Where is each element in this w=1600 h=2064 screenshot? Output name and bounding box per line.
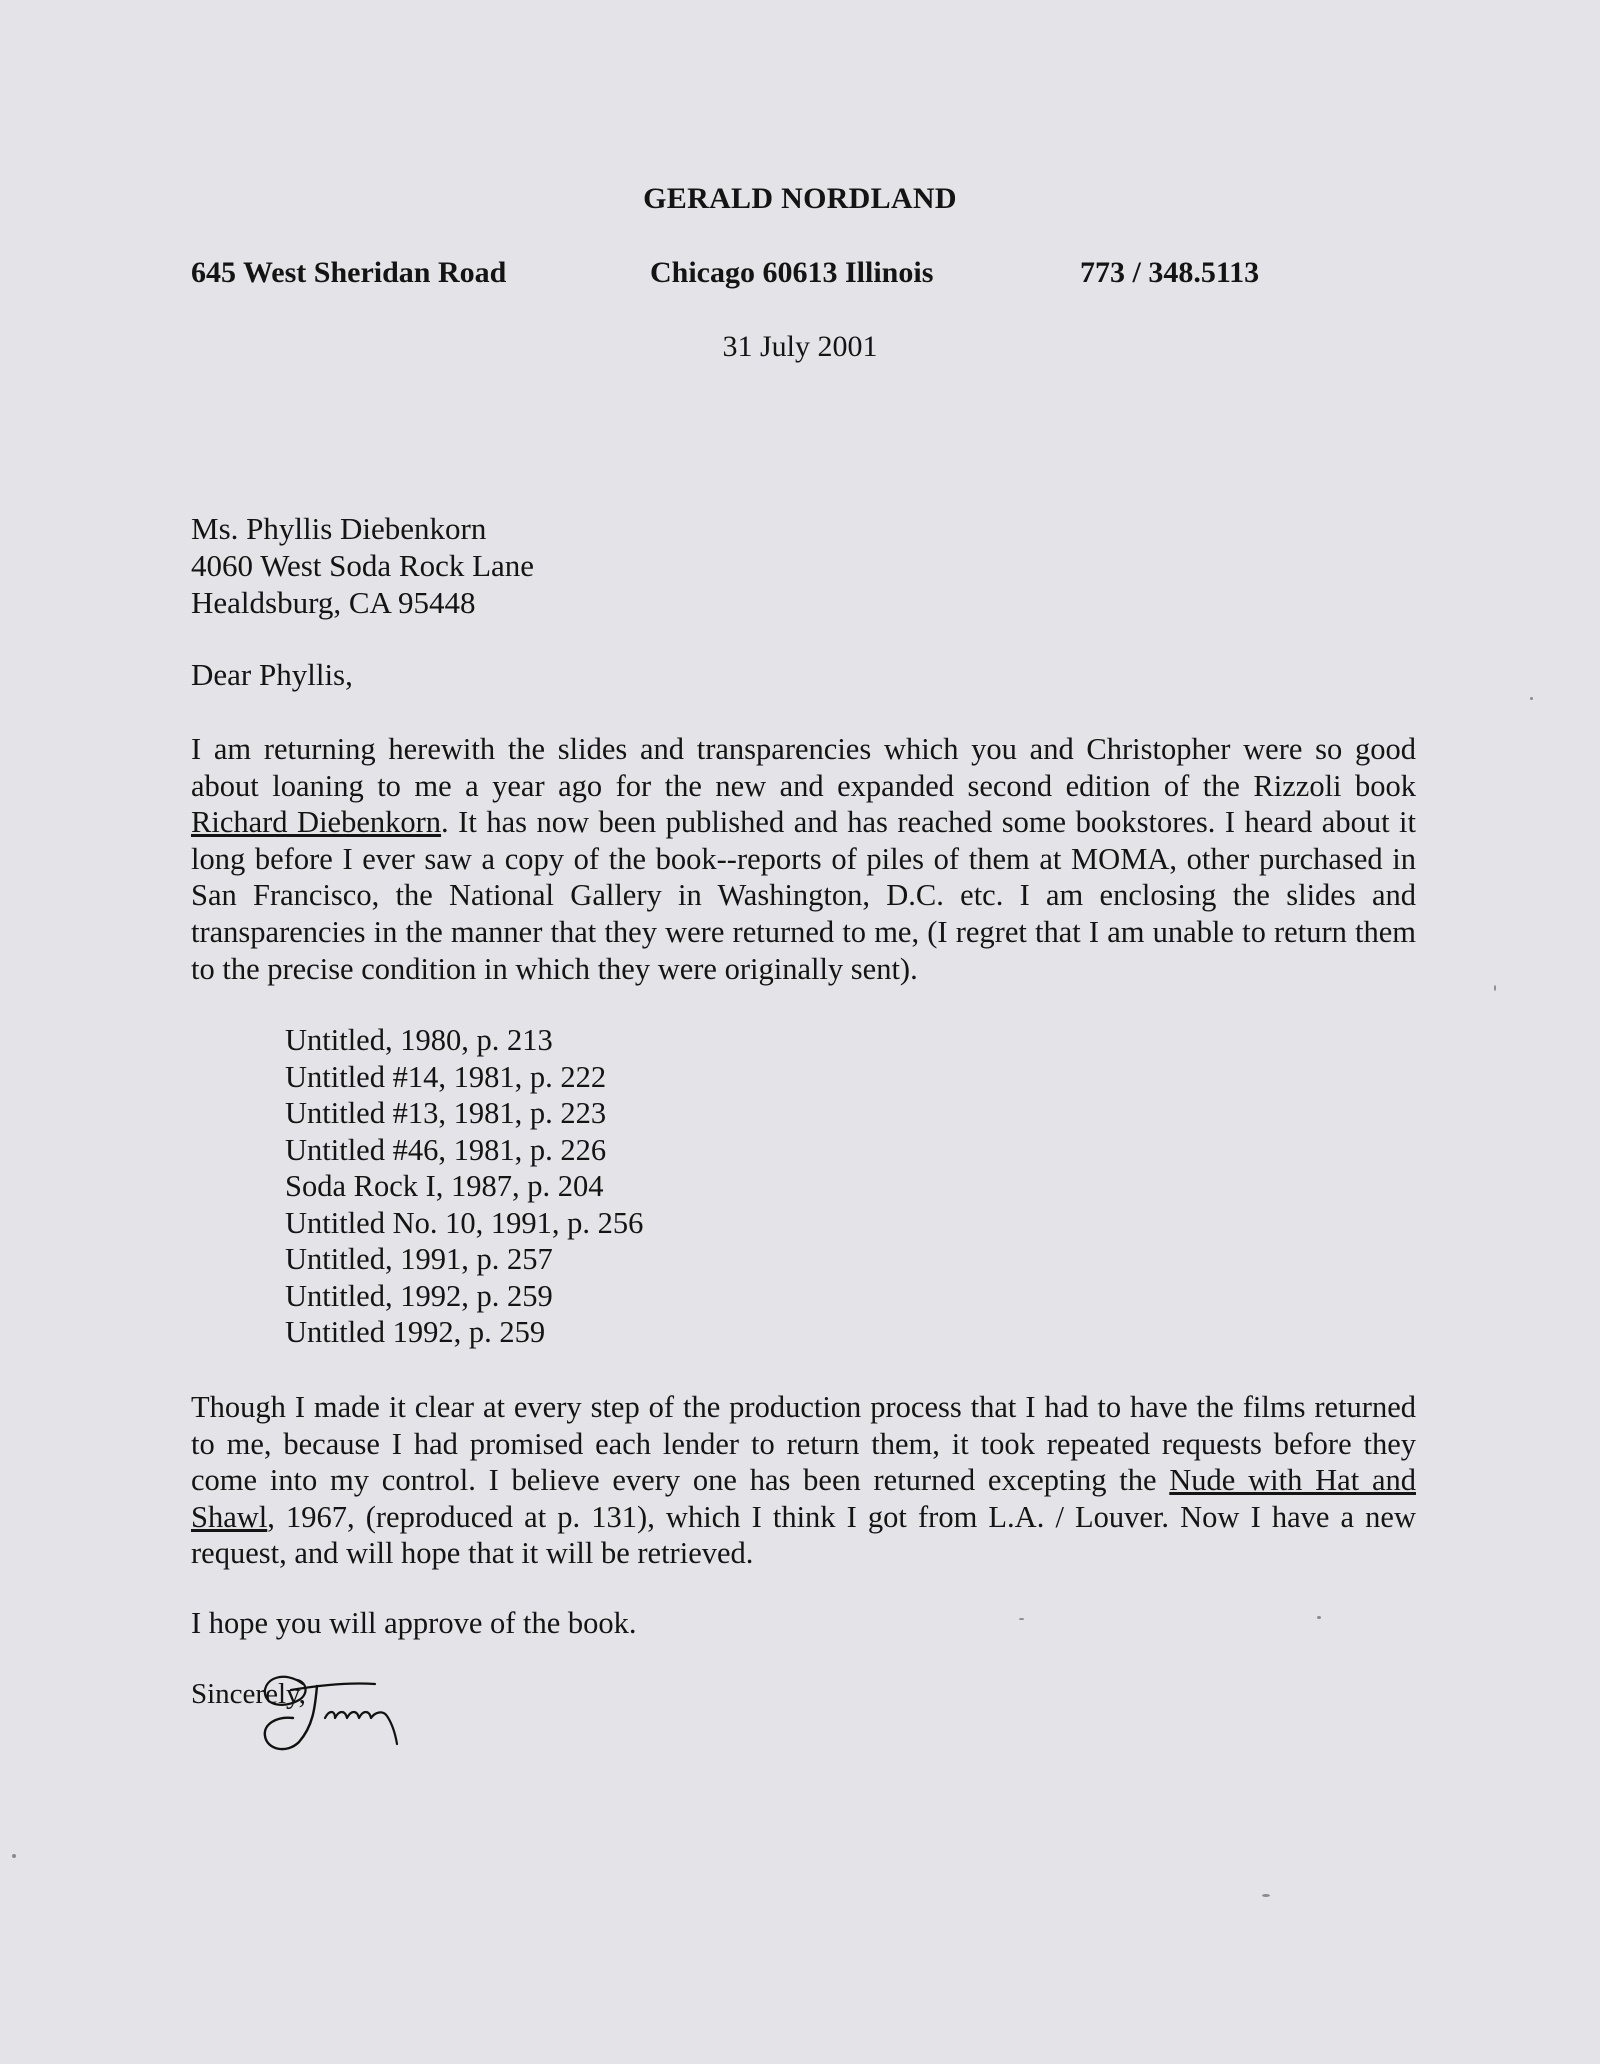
book-title: Richard Diebenkorn [191,805,442,840]
paragraph-1-text-b: . It has now been published and has reached some bookstores. I heard about it long before I ever saw a copy of the book--reports of piles of them at MOMA, other purchased in San Francisco, the National Gallery in Washington, D.C. etc. I am enclosing the slides and transparencies in the manner that they were returned to me, (I regret that I am unable to return them to the precise condition in which they were originally sent). [191,805,1416,986]
recipient-address [191,510,534,621]
recipient-city: Healdsburg, CA 95448 [191,585,476,620]
signature-image [255,1660,455,1775]
list-item: Soda Rock I, 1987, p. 204 [285,1169,604,1203]
paper-speck [1262,1894,1270,1897]
letter-date: 31 July 2001 [722,330,878,363]
list-item: Untitled #14, 1981, p. 222 [285,1059,607,1094]
list-item: Untitled, 1992, p. 259 [285,1278,553,1313]
letterhead-city: Chicago 60613 Illinois [650,256,934,289]
list-item: Untitled, 1980, p. 213 [285,1023,553,1057]
paper-speck [1019,1618,1024,1620]
paragraph-2-text-b: , 1967, (reproduced at p. 131), which I think I got from L.A. / Louver. Now I have a new request, and will hope that it will be retrieved. [191,1499,1416,1571]
salutation: Dear Phyllis, [191,657,353,692]
list-item: Untitled No. 10, 1991, p. 256 [285,1205,644,1240]
paragraph-1-text-a: I am returning herewith the slides and transparencies which you and Christopher were so good about loaning to me a year ago for the new and expanded second edition of the Rizzoli book [191,732,1416,803]
recipient-street: 4060 West Soda Rock Lane [191,548,535,583]
paper-speck [1317,1616,1321,1619]
paper-speck [1494,985,1496,991]
paragraph-2-text-a: Though I made it clear at every step of the production process that I had to have the films returned to me, because I had promised each lender to return them, it took repeated requests before they come into my control. I believe every one has been returned excepting the [191,1390,1416,1498]
list-item: Untitled #46, 1981, p. 226 [285,1132,607,1167]
letterhead-phone: 773 / 348.5113 [1080,256,1260,289]
body-paragraph-1 [191,731,1416,987]
work-title: Nude with Hat and Shawl [191,1463,1416,1534]
list-item: Untitled 1992, p. 259 [285,1315,546,1349]
body-paragraph-2 [191,1389,1416,1572]
list-item: Untitled #13, 1981, p. 223 [285,1096,607,1130]
signoff: Sincerely, [191,1678,306,1710]
list-item: Untitled, 1991, p. 257 [285,1242,553,1276]
recipient-name: Ms. Phyllis Diebenkorn [191,511,487,546]
paper-speck [1530,697,1533,700]
letterhead-name: GERALD NORDLAND [643,182,957,215]
paper-speck [12,1854,16,1858]
letterhead-street: 645 West Sheridan Road [191,256,507,289]
closing-line: I hope you will approve of the book. [191,1606,637,1640]
slide-list [285,1022,643,1351]
